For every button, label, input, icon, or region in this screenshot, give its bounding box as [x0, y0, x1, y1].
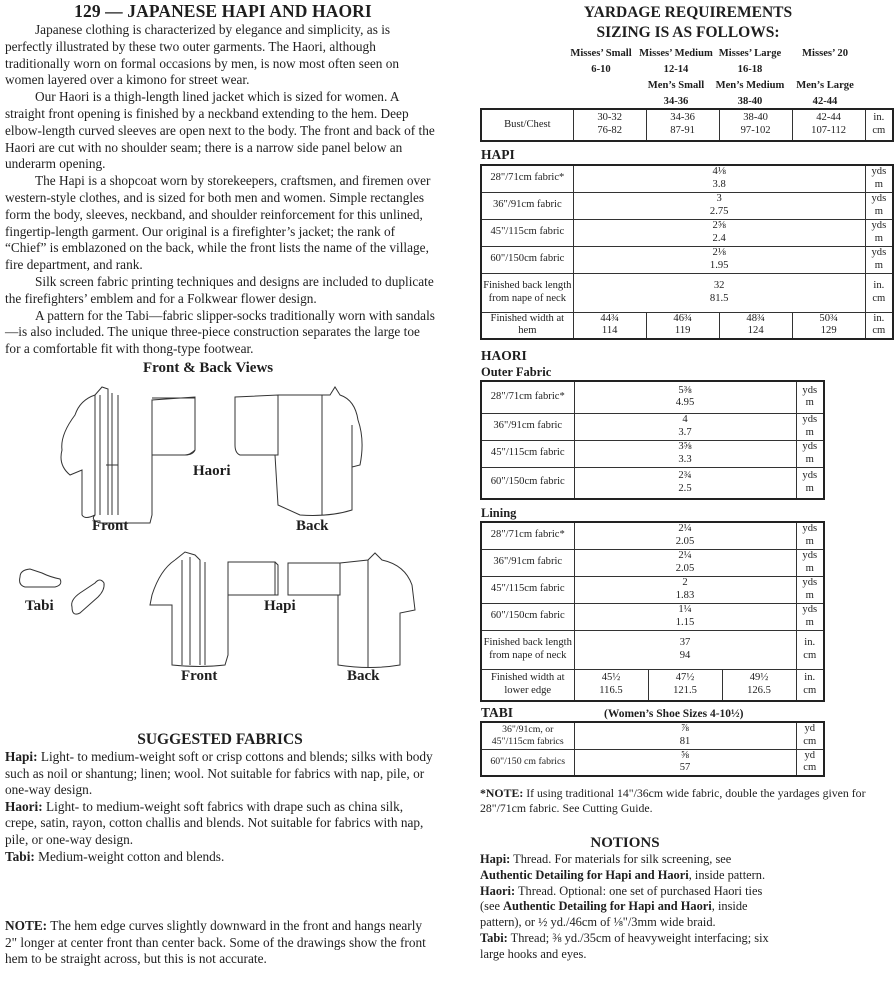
unit-cell: yds m — [796, 549, 824, 576]
haori-front-label: Front — [92, 518, 129, 534]
fabric-text: Light- to medium-weight soft or crisp cottons and blends; silks with body such as noil or shantung; linen; wool. Not suitable for fabrics with nap, pile, or one-way design. — [5, 749, 433, 798]
haori-front-drawing — [61, 387, 195, 523]
row-label: 60"/150cm fabric — [481, 467, 574, 499]
table-row — [481, 603, 824, 630]
tabi-label: Tabi — [25, 598, 54, 614]
unit-cell: in. cm — [865, 312, 893, 339]
table-row — [481, 630, 824, 669]
unit-cell: yds m — [865, 246, 893, 273]
row-label: 36"/91cm fabric — [481, 413, 574, 440]
haori-label: Haori — [193, 463, 231, 479]
unit-cell: in. cm — [865, 109, 893, 141]
cell: 48¾ 124 — [719, 312, 792, 339]
fabric-item — [5, 799, 435, 849]
unit-cell: yds m — [796, 576, 824, 603]
hapi-front-label: Front — [181, 668, 218, 684]
bust-table — [480, 108, 894, 142]
size-header — [713, 46, 787, 110]
size-misses: Misses’ Large — [718, 48, 782, 59]
fabrics-heading: SUGGESTED FABRICS — [137, 731, 303, 748]
fabric-text: Light- to medium-weight soft fabrics with drape such as china silk, crepe, satin, rayon, cotton challis and blends. Not suitable for fabrics with nap, pile, or one-way design. — [5, 798, 424, 847]
hapi-front-drawing — [150, 552, 278, 667]
cell: 45½ 116.5 — [574, 669, 648, 701]
haori-back-drawing — [235, 387, 362, 515]
table-row — [481, 312, 893, 339]
yardage-title-line2: SIZING IS AS FOLLOWS: — [596, 24, 780, 41]
row-label: Finished width at lower edge — [481, 669, 574, 701]
fabric-item — [5, 749, 435, 799]
table-row — [481, 246, 893, 273]
size-mens: Men’s Medium — [715, 80, 785, 91]
cell: 49½ 126.5 — [722, 669, 796, 701]
unit-cell: yds m — [865, 165, 893, 192]
row-label: 36"/91cm fabric — [481, 549, 574, 576]
unit-cell: yds m — [796, 413, 824, 440]
table-row — [481, 381, 824, 413]
suggested-fabrics — [5, 731, 435, 865]
footnote-label: *NOTE: — [480, 786, 524, 800]
size-mens-range: 42-44 — [812, 96, 838, 107]
cell: 5⅜ 4.95 — [574, 381, 796, 413]
cell: 4⅛ 3.8 — [573, 165, 865, 192]
yardage-title — [480, 3, 896, 43]
table-row — [481, 467, 824, 499]
cell: 2 1.83 — [574, 576, 796, 603]
table-row — [481, 749, 824, 776]
row-label: 36"/91cm fabric — [481, 192, 573, 219]
table-row — [481, 192, 893, 219]
intro-paragraph: A pattern for the Tabi—fabric slipper-socks traditionally worn with sandals—is also included. The unique three-piece construction separates the large toe for a comfortable fit with thong-type footwear. — [5, 307, 435, 357]
cell: 44¾ 114 — [573, 312, 646, 339]
table-row — [481, 669, 824, 701]
unit-cell: in. cm — [796, 669, 824, 701]
size-misses-range: 12-14 — [663, 64, 689, 75]
footnote-text: If using traditional 14"/36cm wide fabric, double the yardages given for 28"/71cm fabric. See Cutting Guide. — [480, 786, 866, 815]
cell: 2¾ 2.5 — [574, 467, 796, 499]
cell: 3 2.75 — [573, 192, 865, 219]
left-column — [5, 0, 435, 358]
cell: 2¼ 2.05 — [574, 522, 796, 549]
unit-cell: yd cm — [796, 749, 824, 776]
fabric-name: Tabi: — [5, 848, 35, 864]
yardage-footnote — [480, 786, 896, 816]
tabi-heading: TABI — [481, 705, 514, 720]
tabi-table — [480, 721, 825, 777]
unit-cell: in. cm — [796, 630, 824, 669]
notion-item: Tabi: Thread; ⅜ yd./35cm of heavyweight interfacing; six large hooks and eyes. — [480, 930, 769, 961]
haori-outer-table — [480, 380, 825, 500]
row-label: 45"/115cm fabric — [481, 576, 574, 603]
cell: 38-40 97-102 — [719, 109, 792, 141]
unit-cell: yds m — [796, 467, 824, 499]
size-misses: Misses’ Small — [570, 48, 632, 59]
cell: 50¾ 129 — [792, 312, 865, 339]
unit-cell: in. cm — [865, 273, 893, 312]
hem-note — [5, 918, 435, 968]
tabi-subheading: (Women’s Shoe Sizes 4-10½) — [604, 708, 744, 720]
hapi-back-label: Back — [347, 668, 380, 684]
cell: ⅝ 57 — [574, 749, 796, 776]
row-label: 45"/115cm fabric — [481, 440, 574, 467]
row-label: 36"/91cm, or 45"/115cm fabrics — [481, 722, 574, 749]
outer-fabric-heading: Outer Fabric — [481, 365, 552, 379]
row-label: 45"/115cm fabric — [481, 219, 573, 246]
unit-cell: yds m — [796, 381, 824, 413]
unit-cell: yds m — [865, 192, 893, 219]
cell: 34-36 87-91 — [646, 109, 719, 141]
hapi-heading: HAPI — [481, 147, 515, 162]
unit-cell: yds m — [796, 440, 824, 467]
lining-heading: Lining — [481, 506, 517, 520]
unit-cell: yds m — [865, 219, 893, 246]
fabric-text: Medium-weight cotton and blends. — [34, 848, 225, 864]
cell: 1¼ 1.15 — [574, 603, 796, 630]
table-row — [481, 722, 824, 749]
size-misses-range: 6-10 — [591, 64, 611, 75]
row-label: 28"/71cm fabric* — [481, 522, 574, 549]
table-row — [481, 109, 893, 141]
haori-back-label: Back — [296, 518, 329, 534]
cell: 46¾ 119 — [646, 312, 719, 339]
cell: 30-32 76-82 — [573, 109, 646, 141]
haori-lining-table — [480, 521, 825, 702]
unit-cell: yd cm — [796, 722, 824, 749]
fabric-item — [5, 849, 435, 866]
row-label: Finished back length from nape of neck — [481, 273, 573, 312]
table-row — [481, 413, 824, 440]
table-row — [481, 522, 824, 549]
views-heading: Front & Back Views — [143, 360, 274, 376]
cell: 2⅝ 2.4 — [573, 219, 865, 246]
table-row — [481, 273, 893, 312]
fabric-name: Haori: — [5, 798, 43, 814]
table-row — [481, 576, 824, 603]
intro-paragraph: The Hapi is a shopcoat worn by storekeepers, craftsmen, and firemen over western-style clothes, and is sized for both men and women. Simple rectangles form the body, sleeves, neckband, and shoulder reinforcement for this unlined, fingertip-length garment. Our original is a firefighter’s jacket; the rank of “Chief” is emblazoned on the back, while the front lists the name of the village, fire department, and rank. — [5, 173, 431, 273]
table-row — [481, 165, 893, 192]
note-text: The hem edge curves slightly downward in the front and hangs nearly 2" longer at center front than center back. Some of the drawings show the front hem to be straight across, but this is not accurate. — [5, 918, 426, 967]
cell: 2⅛ 1.95 — [573, 246, 865, 273]
notions-heading: NOTIONS — [590, 835, 660, 851]
fabric-name: Hapi: — [5, 749, 38, 764]
notion-item: Hapi: Thread. For materials for silk screening, see Authentic Detailing for Hapi and Haori, inside pattern. — [480, 852, 766, 882]
row-label: Finished back length from nape of neck — [481, 630, 574, 669]
front-back-views — [0, 355, 448, 695]
row-label: Finished width at hem — [481, 312, 573, 339]
table-row — [481, 440, 824, 467]
page-title: 129 — JAPANESE HAPI AND HAORI — [74, 1, 372, 21]
yardage-title-line1: YARDAGE REQUIREMENTS — [583, 4, 793, 21]
row-label: 60"/150cm fabric — [481, 246, 573, 273]
cell: 37 94 — [574, 630, 796, 669]
intro-paragraph: Silk screen fabric printing techniques and designs are included to duplicate the firefighters’ emblem and for a Folkwear flower design. — [5, 273, 434, 306]
table-row — [481, 549, 824, 576]
size-mens-range: 34-36 — [663, 96, 689, 107]
size-header — [788, 46, 862, 110]
size-misses-range — [788, 62, 862, 78]
cell: 4 3.7 — [574, 413, 796, 440]
hapi-back-drawing — [288, 553, 415, 668]
cell: 47½ 121.5 — [648, 669, 722, 701]
size-header — [639, 46, 713, 110]
size-header — [564, 46, 638, 78]
cell: 42-44 107-112 — [792, 109, 865, 141]
row-label: 28"/71cm fabric* — [481, 165, 573, 192]
cell: ⅞ 81 — [574, 722, 796, 749]
notion-item: Haori: Thread. Optional: one set of purchased Haori ties (see Authentic Detailing for Hapi and Haori, inside pattern), or ½ yd./46cm of ⅛"/3mm wide braid. — [480, 883, 763, 930]
cell: 3⅝ 3.3 — [574, 440, 796, 467]
cell: 2¼ 2.05 — [574, 549, 796, 576]
intro-paragraph: Japanese clothing is characterized by elegance and simplicity, as is perfectly illustrated by these two outer garments. The Haori, although traditionally worn on formal occasions by men, is now most often seen on women layered over a kimono for street wear. — [5, 22, 400, 88]
hapi-label: Hapi — [264, 598, 296, 614]
garment-drawings — [0, 355, 448, 695]
intro-paragraph: Our Haori is a thigh-length lined jacket which is sized for women. A straight front opening is finished by a neckband extending to the hem. Deep elbow-length curved sleeves are open next to the body. The front and back of the Haori are cut with no shoulder seam; there is a narrow side panel below an underarm opening. — [5, 89, 435, 172]
size-misses: Misses’ Medium — [639, 48, 713, 59]
row-label: 60"/150 cm fabrics — [481, 749, 574, 776]
size-misses-range: 16-18 — [737, 64, 763, 75]
size-mens: Men’s Large — [796, 80, 854, 91]
hapi-table — [480, 164, 894, 340]
row-label: Bust/Chest — [481, 109, 573, 141]
note-label: NOTE: — [5, 918, 48, 933]
size-mens: Men’s Small — [647, 80, 705, 91]
row-label: 60"/150cm fabric — [481, 603, 574, 630]
haori-heading: HAORI — [481, 348, 527, 363]
cell: 32 81.5 — [573, 273, 865, 312]
table-row — [481, 219, 893, 246]
row-label: 28"/71cm fabric* — [481, 381, 574, 413]
unit-cell: yds m — [796, 522, 824, 549]
unit-cell: yds m — [796, 603, 824, 630]
notions — [480, 834, 770, 963]
size-mens-range: 38-40 — [737, 96, 763, 107]
size-misses: Misses’ 20 — [802, 48, 848, 59]
intro-text — [5, 22, 435, 358]
